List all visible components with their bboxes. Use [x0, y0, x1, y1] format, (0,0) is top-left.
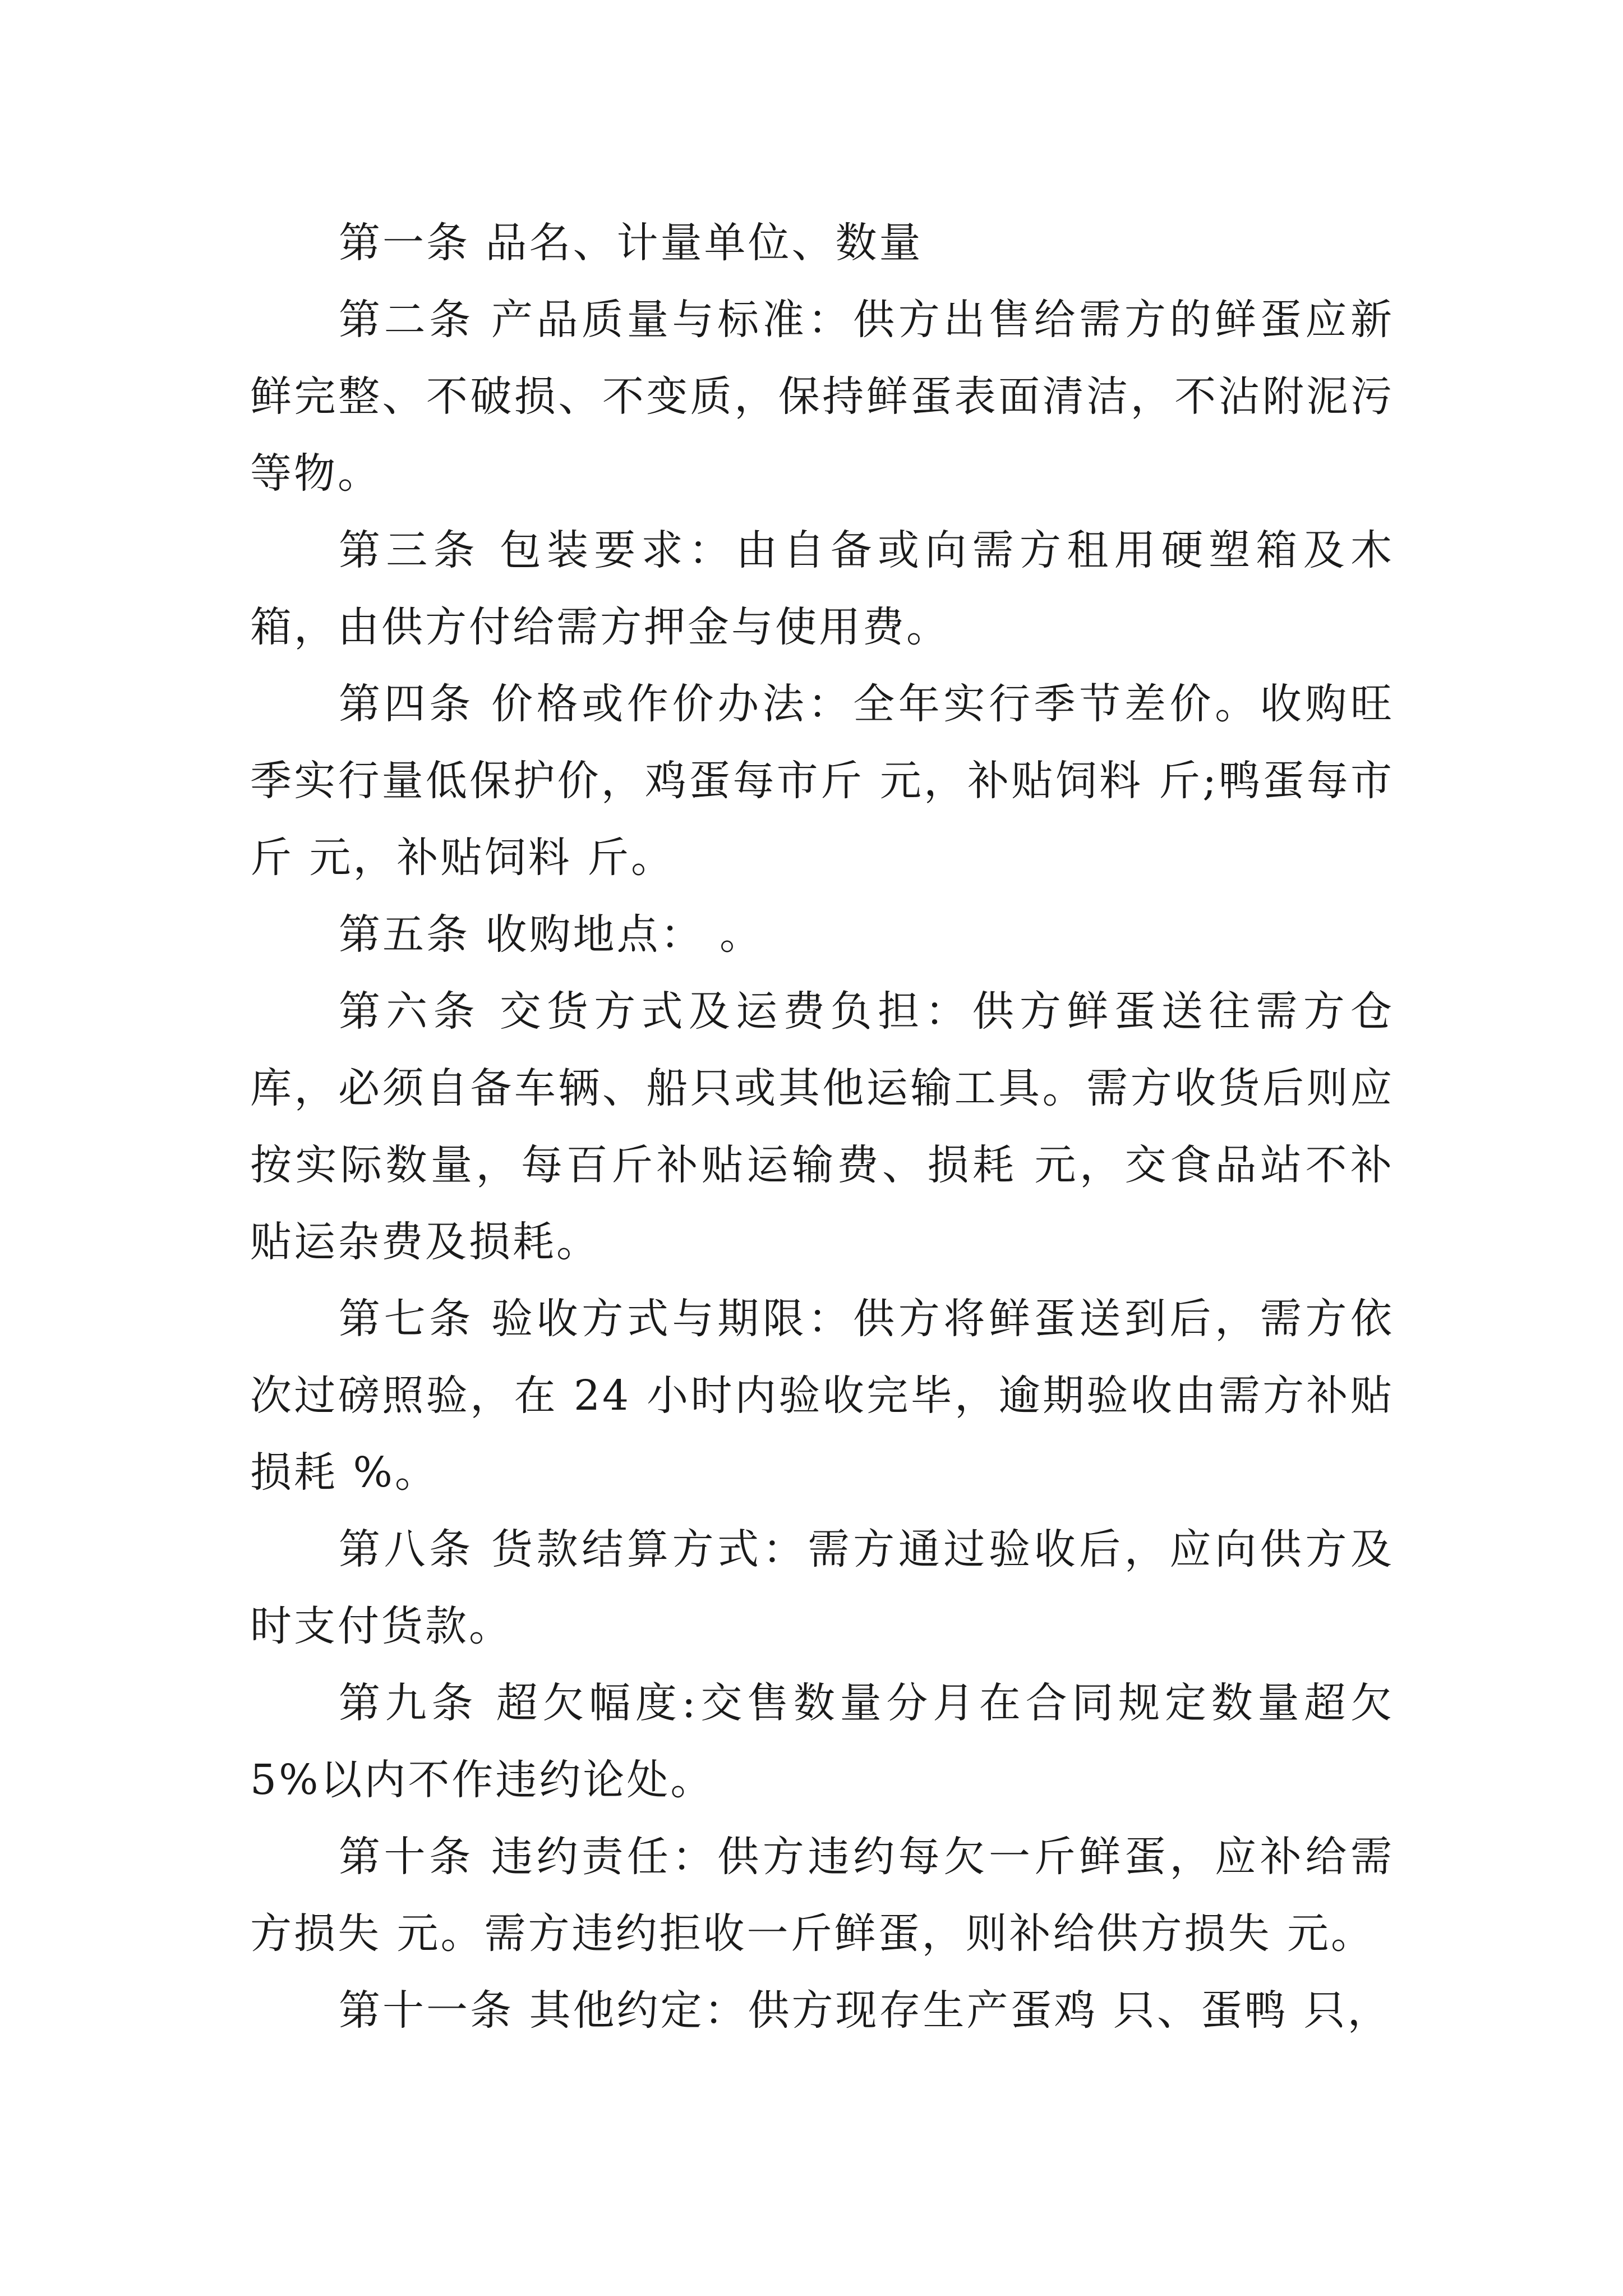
article-10: 第十条 违约责任：供方违约每欠一斤鲜蛋，应补给需方损失 元。需方违约拒收一斤鲜蛋，则补给供方损失 元。	[250, 1833, 1394, 1958]
article-5: 第五条 收购地点： 。	[339, 910, 764, 959]
article-7: 第七条 验收方式与期限：供方将鲜蛋送到后，需方依次过磅照验，在 24 小时内验收完毕，逾期验收由需方补贴损耗 %。	[250, 1295, 1394, 1497]
article-6: 第六条 交货方式及运费负担：供方鲜蛋送往需方仓库，必须自备车辆、船只或其他运输工具。需方收货后则应按实际数量，每百斤补贴运输费、损耗 元，交食品站不补贴运杂费及损耗。	[250, 987, 1394, 1266]
article-8: 第八条 货款结算方式：需方通过验收后，应向供方及时支付货款。	[250, 1525, 1394, 1650]
article-2: 第二条 产品质量与标准：供方出售给需方的鲜蛋应新鲜完整、不破损、不变质，保持鲜蛋表面清洁，不沾附泥污等物。	[250, 296, 1394, 498]
article-9: 第九条 超欠幅度:交售数量分月在合同规定数量超欠 5%以内不作违约论处。	[250, 1679, 1394, 1804]
article-4: 第四条 价格或作价办法：全年实行季节差价。收购旺季实行量低保护价，鸡蛋每市斤 元，补贴饲料 斤;鸭蛋每市斤 元，补贴饲料 斤。	[250, 680, 1394, 882]
contract-body	[250, 205, 1394, 2049]
article-1: 第一条 品名、计量单位、数量	[339, 219, 923, 267]
article-3: 第三条 包装要求：由自备或向需方租用硬塑箱及木箱，由供方付给需方押金与使用费。	[250, 526, 1394, 651]
article-11: 第十一条 其他约定：供方现存生产蛋鸡 只、蛋鸭 只，	[339, 1986, 1391, 2035]
